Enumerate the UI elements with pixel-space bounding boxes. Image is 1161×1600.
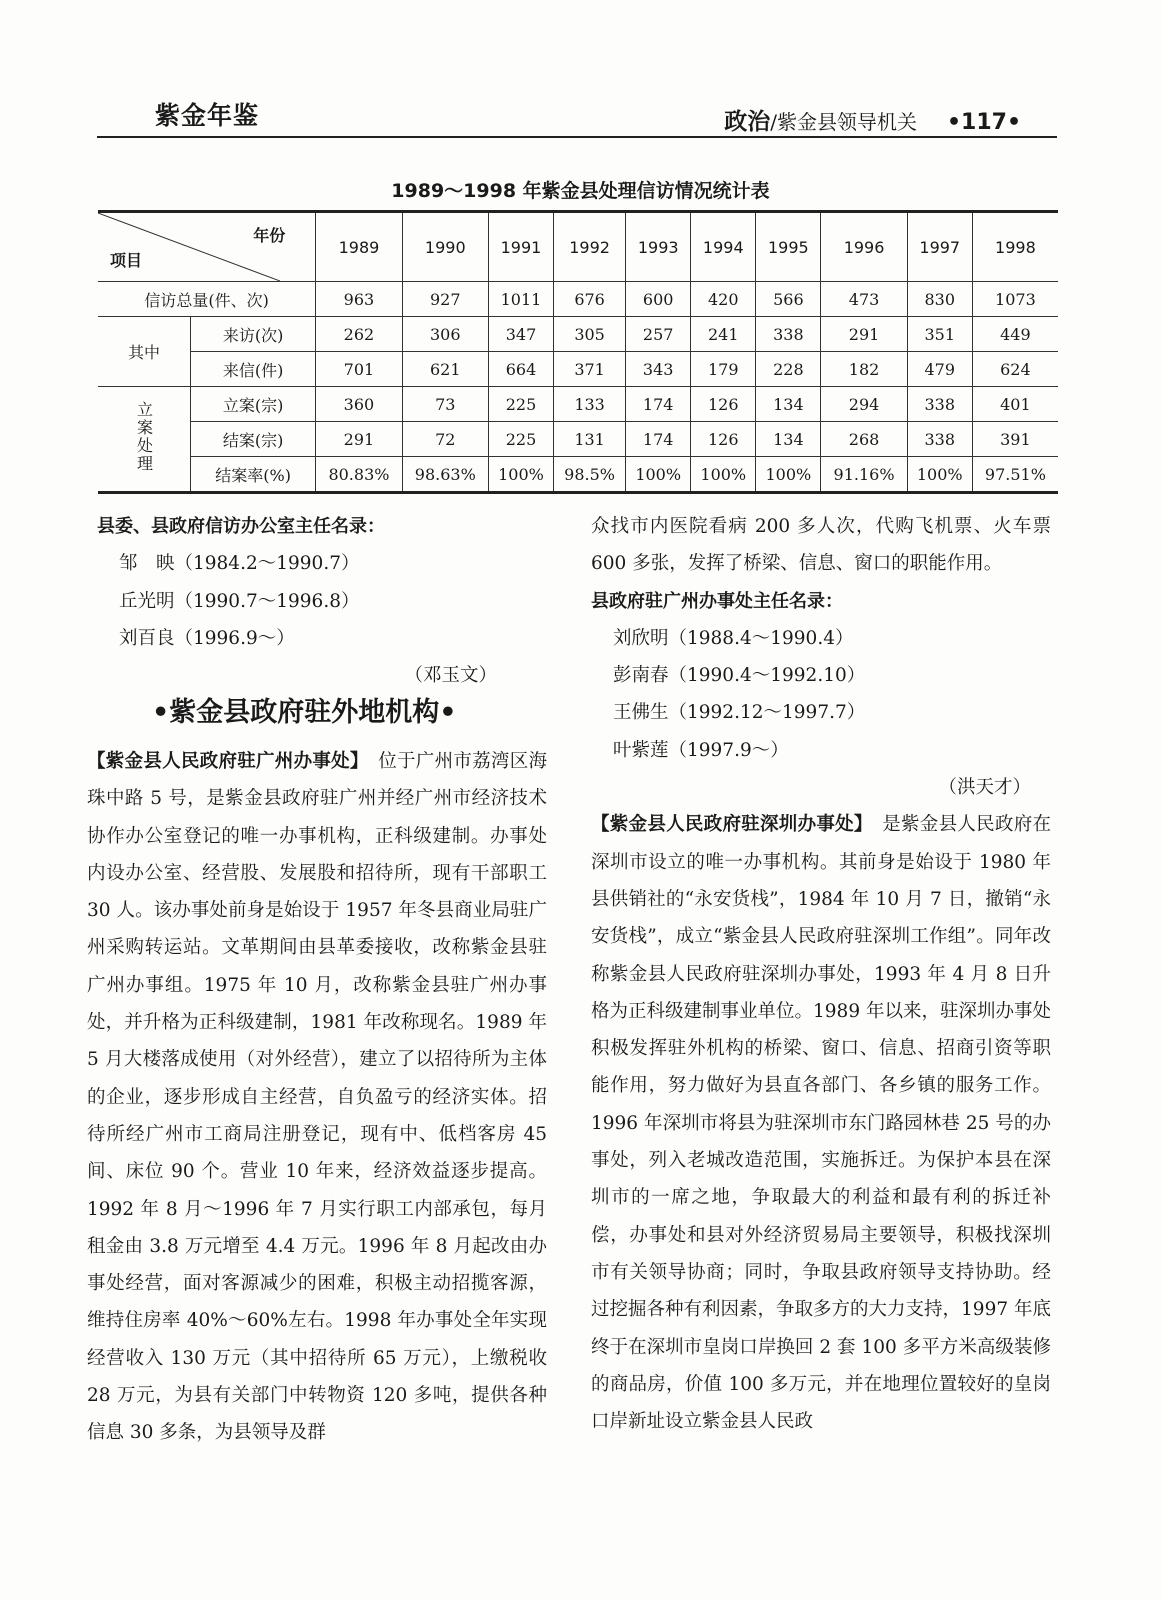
table-cell: 401	[972, 387, 1058, 422]
table-cell: 449	[972, 317, 1058, 352]
book-title: 紫金年鉴	[155, 101, 260, 130]
table-cell: 294	[821, 387, 907, 422]
table-cell: 306	[402, 317, 488, 352]
table-cell: 98.63%	[402, 457, 488, 493]
list-item: 刘欣明（1988.4～1990.4）	[613, 627, 854, 649]
table-cell: 174	[626, 422, 691, 457]
list-item: 刘百良（1996.9～）	[119, 627, 295, 649]
table-cell: 80.83%	[316, 457, 402, 493]
list-item: 王佛生（1992.12～1997.7）	[613, 702, 866, 724]
table-cell: 98.5%	[554, 457, 626, 493]
table-cell: 182	[821, 352, 907, 387]
table-header-row	[98, 212, 1058, 282]
table-cell: 479	[907, 352, 972, 387]
year-header: 1992	[554, 212, 626, 282]
table-cell: 262	[316, 317, 402, 352]
table-title: 1989～1998 年紫金县处理信访情况统计表	[391, 180, 770, 202]
table-cell: 338	[907, 387, 972, 422]
shenzhen-paragraph	[591, 806, 1051, 1440]
corner-item-label: 项目	[110, 251, 143, 270]
table-cell: 473	[821, 282, 907, 317]
table-cell: 664	[488, 352, 553, 387]
guangzhou-office-title: 【紫金县人民政府驻广州办事处】	[87, 751, 360, 772]
table-cell: 257	[626, 317, 691, 352]
table-cell: 343	[626, 352, 691, 387]
group-label-lian-text: 立案处理	[134, 401, 154, 473]
row-label: 立案(宗)	[191, 387, 316, 422]
table-cell: 338	[756, 317, 821, 352]
table-cell: 100%	[691, 457, 756, 493]
year-header: 1996	[821, 212, 907, 282]
year-header: 1990	[402, 212, 488, 282]
table-cell: 351	[907, 317, 972, 352]
table-cell: 624	[972, 352, 1058, 387]
table-cell: 91.16%	[821, 457, 907, 493]
group-label-qizhong: 其中	[98, 317, 191, 387]
table-cell: 179	[691, 352, 756, 387]
table-cell: 963	[316, 282, 402, 317]
table-cell: 566	[756, 282, 821, 317]
section-title: •紫金县政府驻外地机构•	[152, 697, 457, 728]
row-label: 信访总量(件、次)	[98, 282, 316, 317]
stats-table	[98, 210, 1058, 494]
table-cell: 100%	[488, 457, 553, 493]
list-item: 叶紫莲（1997.9～）	[613, 739, 789, 761]
table-cell: 133	[554, 387, 626, 422]
year-header: 1997	[907, 212, 972, 282]
continued-text: 众找市内医院看病 200 多人次，代购飞机票、火车票 600 多张，发挥了桥梁、信息、窗口的职能作用。	[591, 516, 1051, 575]
left-column-body	[87, 743, 547, 1452]
table-cell: 347	[488, 317, 553, 352]
table-cell: 420	[691, 282, 756, 317]
table-cell: 241	[691, 317, 756, 352]
table-cell: 126	[691, 422, 756, 457]
running-header	[724, 103, 1021, 136]
list-item: 丘光明（1990.7～1996.8）	[119, 590, 360, 612]
table-cell: 134	[756, 422, 821, 457]
table-cell: 391	[972, 422, 1058, 457]
table-row	[98, 422, 1058, 457]
guangzhou-office-text: 位于广州市荔湾区海珠中路 5 号，是紫金县政府驻广州并经广州市经济技术协作办公室登记的唯一办事机构，正科级建制。办事处内设办公室、经营股、发展股和招待所，现有干部职工 30 人。该办事处前身是始设于 1957 年冬县商业局驻广州采购转运站。文革期间由县革委接收，改称紫金县驻广州办事组。1975 年 10 月，改称紫金县驻广州办事处，并升格为正科级建制，1981 年改称现名。1989 年 5 月大楼落成使用（对外经营），建立了以招待所为主体的企业，逐步形成自主经营，自负盈亏的经济实体。招待所经广州市工商局注册登记，现有中、低档客房 45 间、床位 90 个。营业 10 年来，经济效益逐步提高。1992 年 8 月～1996 年 7 月实行职工内部承包，每月租金由 3.8 万元增至 4.4 万元。1996 年 8 月起改由办事处经营，面对客源减少的困难，积极主动招揽客源，维持住房率 40%～60%左右。1998 年办事处全年实现经营收入 130 万元（其中招待所 65 万元），上缴税收 28 万元，为县有关部门中转物资 120 多吨，提供各种信息 30 多条，为县领导及群	[87, 751, 548, 1444]
table-cell: 676	[554, 282, 626, 317]
left-list-heading: 县委、县政府信访办公室主任名录：	[97, 516, 385, 537]
table-row	[98, 387, 1058, 422]
row-label: 结案率(%)	[191, 457, 316, 493]
list-item: 彭南春（1990.4～1992.10）	[613, 665, 866, 687]
table-cell: 134	[756, 387, 821, 422]
table-cell: 100%	[756, 457, 821, 493]
table-cell: 97.51%	[972, 457, 1058, 493]
table-cell: 228	[756, 352, 821, 387]
year-header: 1994	[691, 212, 756, 282]
table-cell: 225	[488, 422, 553, 457]
left-author: （邓玉文）	[404, 665, 497, 687]
table-cell: 291	[821, 317, 907, 352]
list-item: 邹 映（1984.2～1990.7）	[119, 553, 360, 575]
header-rule	[97, 136, 1057, 138]
table-cell: 371	[554, 352, 626, 387]
shenzhen-office-text: 是紫金县人民政府在深圳市设立的唯一办事机构。其前身是始设于 1980 年县供销社的“永安货栈”，1984 年 10 月 7 日，撤销“永安货栈”，成立“紫金县人民政府驻深圳工作组”。同年改称紫金县人民政府驻深圳办事处，1993 年 4 月 8 日升格为正科级建制事业单位。1989 年以来，驻深圳办事处积极发挥驻外机构的桥梁、窗口、信息、招商引资等职能作用，努力做好为县直各部门、各乡镇的服务工作。1996 年深圳市将县为驻深圳市东门路园林巷 25 号的办事处，列入老城改造范围，实施拆迁。为保护本县在深圳市的一席之地，争取最大的利益和最有利的拆迁补偿，办事处和县对外经济贸易局主要领导，积极找深圳市有关领导协商；同时，争取县政府领导支持协助。经过挖掘各种有利因素，争取多方的大力支持，1997 年底终于在深圳市皇岗口岸换回 2 套 100 多平方米高级装修的商品房，价值 100 多万元，并在地理位置较好的皇岗口岸新址设立紫金县人民政	[591, 814, 1051, 1433]
guangzhou-paragraph	[87, 743, 547, 1452]
corner-year-label: 年份	[253, 226, 286, 245]
table-cell: 1011	[488, 282, 553, 317]
table-cell: 73	[402, 387, 488, 422]
table-cell: 305	[554, 317, 626, 352]
subsection-name: /紫金县领导机关	[770, 110, 917, 134]
table-cell: 126	[691, 387, 756, 422]
table-cell: 100%	[907, 457, 972, 493]
table-row	[98, 352, 1058, 387]
right-author: （洪天才）	[938, 777, 1031, 799]
table-cell: 268	[821, 422, 907, 457]
table-cell: 830	[907, 282, 972, 317]
right-list-heading: 县政府驻广州办事处主任名录：	[591, 590, 843, 612]
year-header: 1993	[626, 212, 691, 282]
table-cell: 100%	[626, 457, 691, 493]
year-header: 1998	[972, 212, 1058, 282]
table-cell: 291	[316, 422, 402, 457]
row-label: 结案(宗)	[191, 422, 316, 457]
table-cell: 621	[402, 352, 488, 387]
section-name: 政治	[724, 109, 771, 135]
table-cell: 131	[554, 422, 626, 457]
table-cell: 701	[316, 352, 402, 387]
right-column	[591, 508, 1051, 1440]
table-cell: 338	[907, 422, 972, 457]
year-header: 1989	[316, 212, 402, 282]
table-cell: 72	[402, 422, 488, 457]
group-label-lian	[98, 387, 191, 493]
left-column-top	[97, 508, 567, 694]
table-corner-cell	[98, 212, 316, 282]
table-cell: 1073	[972, 282, 1058, 317]
table-cell: 927	[402, 282, 488, 317]
page-number: •117•	[946, 110, 1021, 135]
shenzhen-office-title: 【紫金县人民政府驻深圳办事处】	[591, 814, 864, 836]
row-label: 来访(次)	[191, 317, 316, 352]
table-cell: 600	[626, 282, 691, 317]
table-row	[98, 317, 1058, 352]
table-row	[98, 457, 1058, 493]
table-cell: 174	[626, 387, 691, 422]
row-label: 来信(件)	[191, 352, 316, 387]
table-cell: 225	[488, 387, 553, 422]
table-row	[98, 282, 1058, 317]
table-cell: 360	[316, 387, 402, 422]
year-header: 1991	[488, 212, 553, 282]
year-header: 1995	[756, 212, 821, 282]
